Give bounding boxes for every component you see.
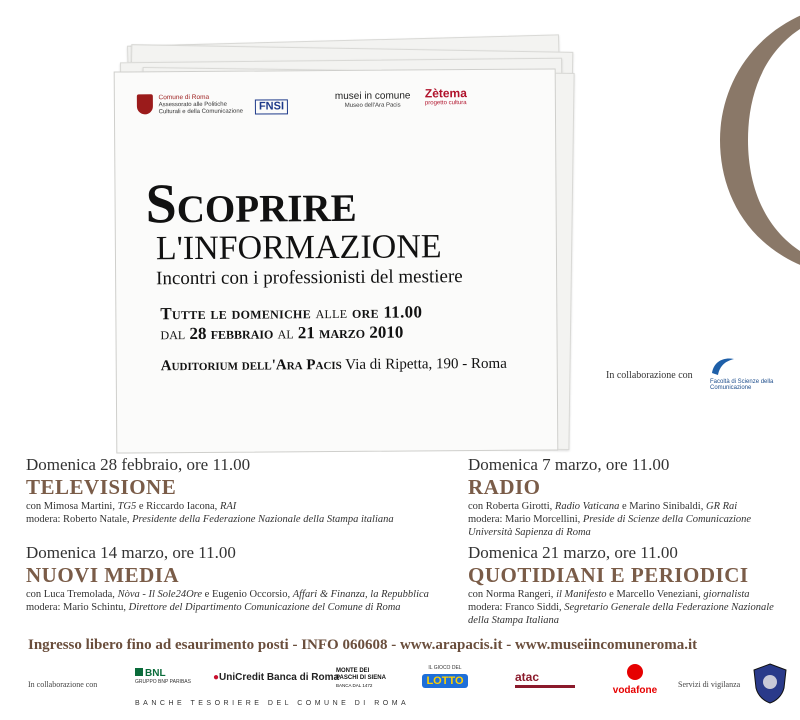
event-line1: con Roberta Girotti, Radio Vaticana e Marino Sinibaldi, GR Rai	[468, 501, 738, 512]
logo-musei-sub: Museo dell'Ara Pacis	[344, 102, 401, 109]
event-line2: modera: Roberto Natale, Presidente della Federazione Nazionale della Stampa italiana	[26, 514, 394, 525]
logo-bnl	[135, 668, 191, 685]
logo-mps-sub: BANCA DAL 1472	[336, 683, 373, 688]
event-date: Domenica 28 febbraio, ore 11.00	[26, 455, 251, 474]
logo-lotto	[415, 665, 475, 689]
logo-fnsi-text: FNSI	[255, 99, 288, 114]
poster-title-line2: L'INFORMAZIONE	[155, 228, 442, 268]
logo-bnl-sub: GRUPPO BNP PARIBAS	[135, 679, 191, 685]
schedule-every-sunday: Tutte le domeniche	[160, 303, 312, 324]
shield-icon	[752, 662, 788, 704]
event-date: Domenica 14 marzo, ore 11.00	[26, 543, 236, 562]
logo-bnl-text: BNL	[145, 668, 166, 679]
logo-mps	[336, 668, 386, 689]
logo-unicredit	[213, 672, 339, 683]
logo-scienze-comunicazione	[710, 355, 790, 391]
event-date: Domenica 7 marzo, ore 11.00	[468, 455, 670, 474]
event-line3: della Stampa Italiana	[468, 615, 559, 626]
collaboration-right	[606, 370, 693, 381]
event-title: TELEVISIONE	[26, 475, 177, 499]
comunicazione-icon	[710, 355, 736, 377]
sponsors-collab-label: In collaborazione con	[28, 680, 98, 689]
event-line2: modera: Mario Morcellini, Preside di Scienze della Comunicazione	[468, 514, 752, 525]
logo-atac-text: atac	[515, 670, 540, 684]
vigilanza-label: Servizi di vigilanza	[678, 680, 741, 689]
logo-lotto-top: IL GIOCO DEL	[428, 665, 462, 671]
event-line1: con Mimosa Martini, TG5 e Riccardo Iacona, RAI	[26, 501, 237, 512]
event-line2: modera: Mario Schintu, Direttore del Dipartimento Comunicazione del Comune di Roma	[26, 602, 401, 613]
schedule-start-date: 28 febbraio	[189, 323, 274, 344]
venue-address: Via di Ripetta, 190 - Roma	[345, 355, 507, 373]
logo-comune-di-roma	[137, 94, 249, 117]
logo-vodafone	[600, 664, 670, 696]
logo-musei-in-comune	[335, 90, 411, 110]
schedule-alle: alle	[315, 302, 348, 323]
schedule-time: ore 11.00	[351, 302, 423, 322]
schedule-al: al	[277, 323, 294, 343]
logo-musei-name: musei in comune	[334, 90, 411, 103]
logo-atac	[515, 670, 585, 688]
event-line2: modera: Franco Siddi, Segretario Generale della Federazione Nazionale	[468, 602, 774, 613]
event-4	[468, 543, 788, 627]
logo-zetema-sub: progetto cultura	[424, 100, 467, 107]
logo-fnsi	[255, 99, 288, 114]
logo-zetema	[425, 86, 467, 108]
event-2	[468, 455, 788, 539]
logo-mps-text: MONTE DEI PASCHI DI SIENA	[336, 668, 386, 681]
event-title: NUOVI MEDIA	[26, 563, 180, 587]
poster-subtitle: Incontri con i professionisti del mestiere	[156, 266, 463, 290]
banche-tesoriere: BANCHE TESORIERE DEL COMUNE DI ROMA	[135, 700, 410, 707]
event-line1: con Luca Tremolada, Nòva - Il Sole24Ore e Eugenio Occorsio, Affari & Finanza, la Repubblica	[26, 589, 429, 600]
decorative-letter	[700, 0, 800, 290]
event-line3: Università Sapienza di Roma	[468, 527, 591, 538]
collab-right-label: In collaborazione con	[606, 370, 693, 381]
footer-info: Ingresso libero fino ad esaurimento posti - INFO 060608 - www.arapacis.it - www.museiincomuneroma.it	[28, 637, 698, 653]
logo-unicredit-text: UniCredit Banca di Roma	[219, 672, 340, 683]
event-line1: con Norma Rangeri, il Manifesto e Marcello Veneziani, giornalista	[468, 589, 750, 600]
crest-icon	[137, 94, 153, 114]
atac-stripe	[515, 685, 575, 688]
vodafone-icon	[627, 664, 643, 680]
logo-zetema-name: Zètema	[424, 86, 467, 101]
event-1	[26, 455, 446, 526]
logo-vodafone-text: vodafone	[612, 685, 658, 696]
logo-lotto-text: LOTTO	[422, 674, 467, 688]
event-title: QUOTIDIANI E PERIODICI	[468, 563, 749, 587]
unicredit-icon: ●	[213, 672, 220, 683]
schedule-line2	[160, 323, 403, 345]
event-date: Domenica 21 marzo, ore 11.00	[468, 543, 678, 562]
event-3	[26, 543, 456, 614]
schedule-line1	[160, 302, 422, 324]
poster-title-line1: Scoprire	[145, 171, 357, 236]
logo-scienze-text: Facoltà di Scienze della Comunicazione	[710, 379, 774, 391]
venue-name: Auditorium dell'Ara Pacis	[160, 356, 342, 375]
newspaper-front-page	[114, 68, 559, 453]
logo-comune-name: Comune di Roma	[158, 93, 210, 102]
schedule-end-date: 21 marzo 2010	[297, 322, 404, 343]
bnl-icon	[135, 668, 143, 676]
schedule-dal: dal	[160, 324, 186, 344]
venue	[161, 356, 507, 375]
logo-comune-sub: Assessorato alle Politiche Culturali e della Comunicazione	[158, 101, 244, 116]
event-title: RADIO	[468, 475, 541, 499]
